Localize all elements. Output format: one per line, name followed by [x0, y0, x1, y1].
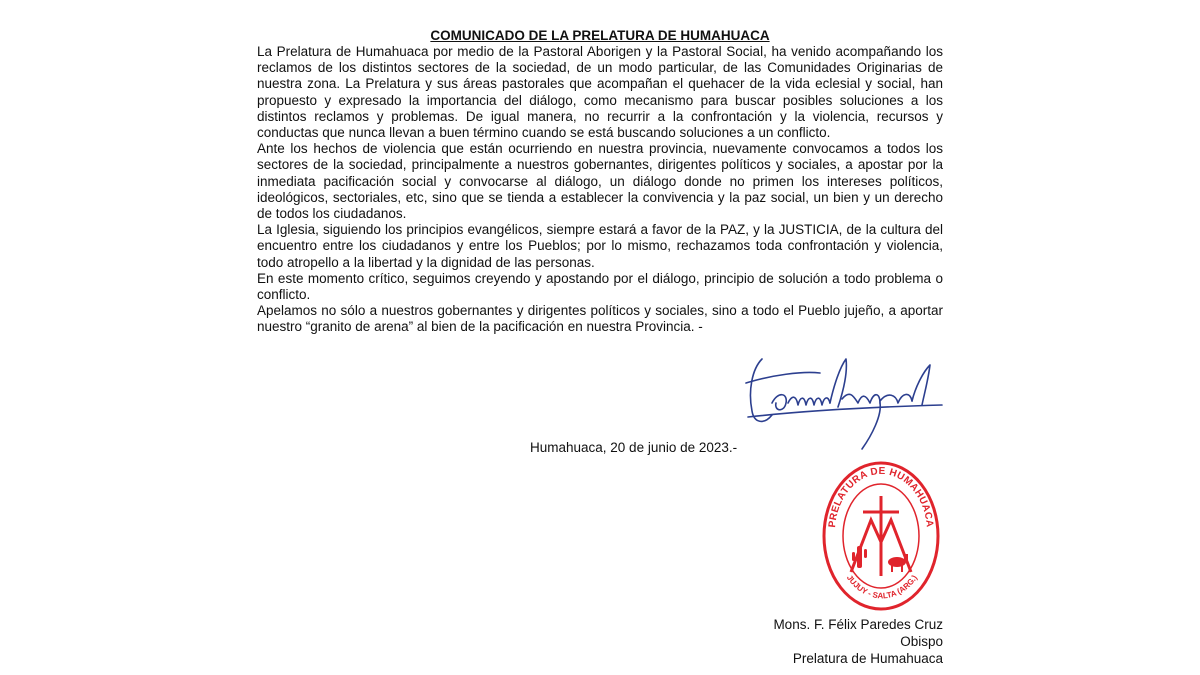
svg-text:PRELATURA DE HUMAHUACA: PRELATURA DE HUMAHUACA: [827, 465, 935, 529]
signer-role: Obispo: [900, 634, 943, 649]
paragraph-2: Ante los hechos de violencia que están ocurriendo en nuestra provincia, nuevamente convocamos a todos los sectores de la sociedad, principalmente a nuestros gobernantes, dirigentes políticos y sociales, a apostar por la inmediata pacificación social y convocarse al diálogo, un diálogo donde no primen los intereses políticos, ideológicos, sectoriales, etc, sino que se tienda a establecer la convivencia y la paz social, un bien y un derecho de todos los ciudadanos.: [257, 141, 943, 222]
signer-block: [773, 616, 943, 667]
paragraph-1: La Prelatura de Humahuaca por medio de la Pastoral Aborigen y la Pastoral Social, ha venido acompañando los reclamos de los distintos sectores de la sociedad, de un modo particular, de las Comunidades Originarias de nuestra zona. La Prelatura y sus áreas pastorales que acompañan el quehacer de la vida eclesial y social, han propuesto y expresado la importancia del diálogo, como mecanismo para buscar posibles soluciones a los distintos reclamos y problemas. De igual manera, no recurrir a la confrontación y la violencia, recursos y conductas que nunca llevan a buen término cuando se está buscando soluciones a un conflicto.: [257, 44, 943, 141]
paragraph-3: La Iglesia, siguiendo los principios evangélicos, siempre estará a favor de la PAZ, y la JUSTICIA, de la cultura del encuentro entre los ciudadanos y entre los Pueblos; por lo mismo, rechazamos toda confrontación y violencia, todo atropello a la libertad y la dignidad de las personas.: [257, 222, 943, 270]
document-title: COMUNICADO DE LA PRELATURA DE HUMAHUACA: [430, 28, 770, 43]
place-date: Humahuaca, 20 de junio de 2023.-: [530, 440, 738, 455]
prelatura-seal-icon: [821, 460, 941, 615]
signer-name: Mons. F. Félix Paredes Cruz: [773, 617, 943, 632]
document-body: [257, 44, 943, 336]
handwritten-signature: [742, 345, 947, 455]
paragraph-5: Apelamos no sólo a nuestros gobernantes y dirigentes políticos y sociales, sino a todo el Pueblo jujeño, a aportar nuestro “granito de arena” al bien de la pacificación en nuestra Provincia. -: [257, 303, 943, 335]
signer-institution: Prelatura de Humahuaca: [792, 651, 943, 666]
svg-text:JUJUY - SALTA (ARG.): JUJUY - SALTA (ARG.): [844, 573, 920, 601]
paragraph-4: En este momento crítico, seguimos creyendo y apostando por el diálogo, principio de solución a todo problema o conflicto.: [257, 270, 943, 303]
